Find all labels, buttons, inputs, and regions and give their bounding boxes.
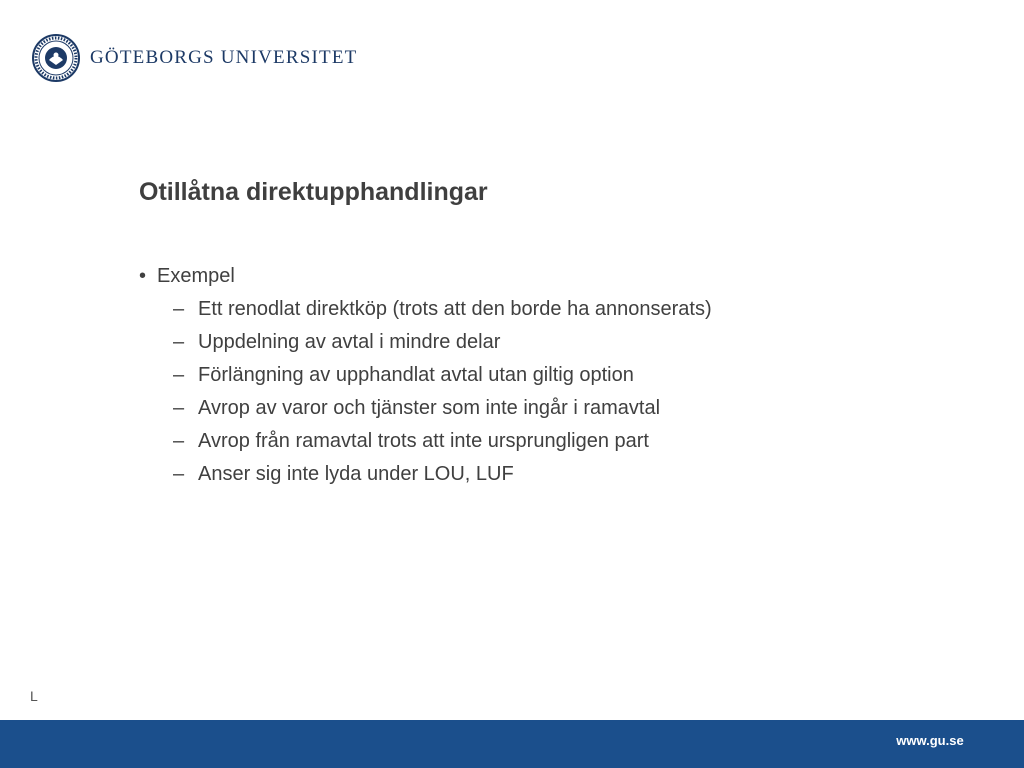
- sub-item: [139, 460, 939, 488]
- sub-item-text: Förlängning av upphandlat avtal utan giltig option: [198, 364, 634, 386]
- university-logo: [32, 34, 357, 82]
- dash-mark: –: [173, 331, 185, 353]
- dash-mark: –: [173, 298, 185, 320]
- corner-mark: L: [30, 688, 38, 704]
- sub-item: [139, 328, 939, 356]
- sub-item: [139, 361, 939, 389]
- website-link[interactable]: www.gu.se: [896, 733, 964, 748]
- sub-item-text: Ett renodlat direktköp (trots att den borde ha annonserats): [198, 298, 712, 320]
- dash-mark: –: [173, 430, 185, 452]
- dash-mark: –: [173, 397, 185, 419]
- sub-item-text: Avrop från ramavtal trots att inte ursprungligen part: [198, 430, 649, 452]
- sub-item-text: Avrop av varor och tjänster som inte ingår i ramavtal: [198, 397, 661, 419]
- bullet-mark: •: [139, 265, 147, 287]
- dash-mark: –: [173, 463, 185, 485]
- sub-item-text: Uppdelning av avtal i mindre delar: [198, 331, 501, 353]
- bullet-text: Exempel: [157, 265, 235, 287]
- university-seal-icon: [32, 34, 80, 82]
- sub-item: [139, 394, 939, 422]
- footer-bar: [0, 720, 1024, 768]
- slide-title: Otillåtna direktupphandlingar: [139, 178, 488, 206]
- university-name: GÖTEBORGS UNIVERSITET: [90, 47, 358, 68]
- sub-item: [139, 427, 939, 455]
- slide-content: [139, 262, 939, 488]
- dash-mark: –: [173, 364, 185, 386]
- bullet-item: [139, 262, 939, 290]
- sub-item-text: Anser sig inte lyda under LOU, LUF: [198, 463, 514, 485]
- sub-item: [139, 295, 939, 323]
